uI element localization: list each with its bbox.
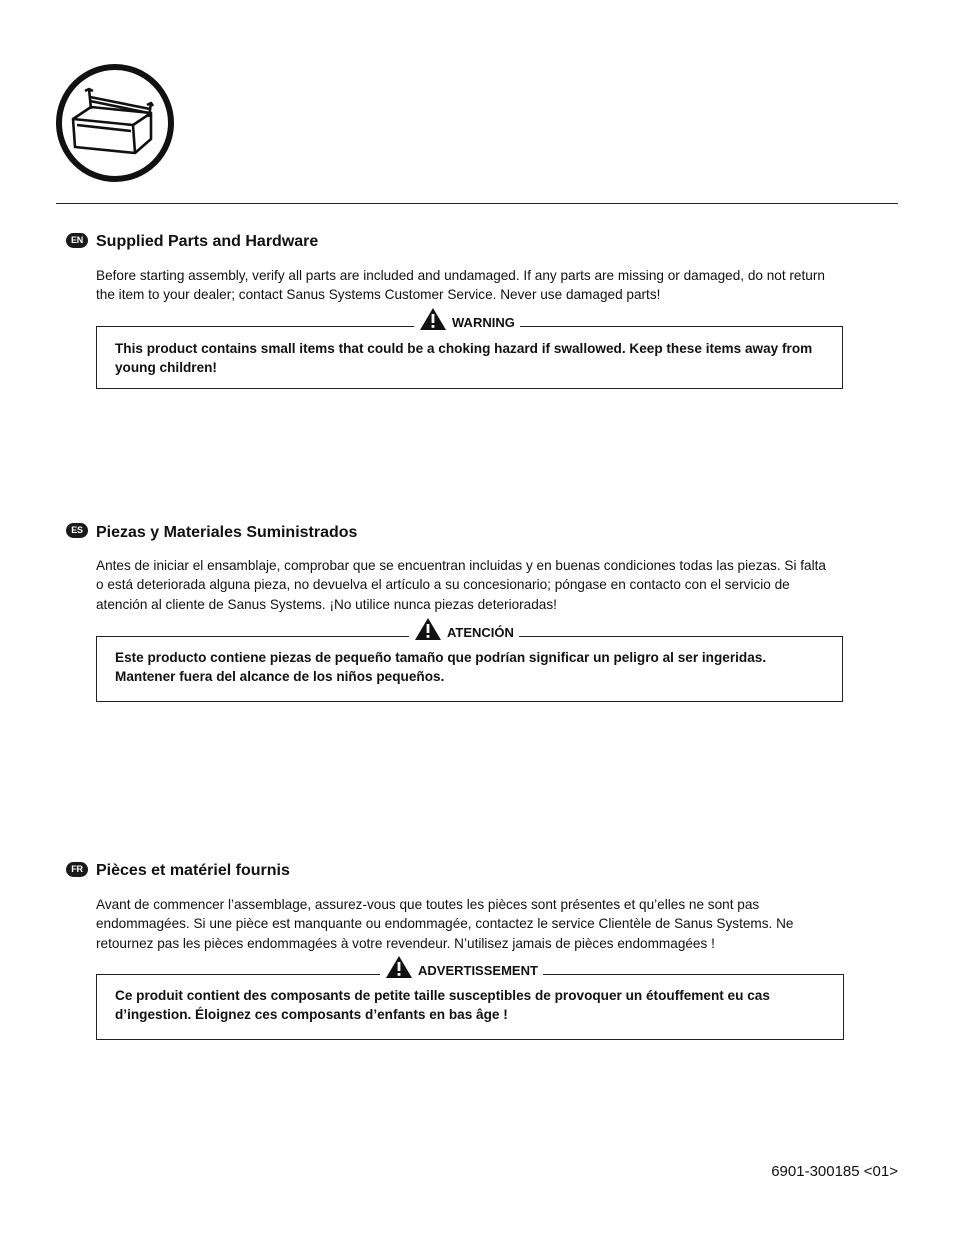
warning-label-es: ATENCIÓN [447,625,514,640]
warning-triangle-icon [414,617,442,641]
intro-text-en: Before starting assembly, verify all parts are included and undamaged. If any parts are missing or damaged, do not return the item to your dealer; contact Sanus Systems Customer Service. Never use damaged parts! [96,268,825,303]
section-title-fr: Pièces et matériel fournis [96,862,290,879]
warning-header-en [414,307,520,331]
warning-box-es [96,625,843,702]
toolbox-icon [55,63,175,183]
warning-header-fr [380,955,543,979]
warning-triangle-icon [385,955,413,979]
lang-badge-fr: FR [66,862,88,877]
warning-text-fr: Ce produit contient des composants de petite taille susceptibles de provoquer un étouffement eu cas d’ingestion. Éloignez ces composants d’enfants en bas âge ! [115,988,770,1023]
document-number: 6901-300185 <01> [771,1163,898,1180]
section-title-es: Piezas y Materiales Suministrados [96,524,358,541]
lang-badge-en: EN [66,233,88,248]
section-title-en: Supplied Parts and Hardware [96,233,319,250]
warning-label-en: WARNING [452,315,515,330]
warning-triangle-icon [419,307,447,331]
lang-badge-es: ES [66,523,88,538]
warning-header-es [409,617,519,641]
warning-text-es: Este producto contiene piezas de pequeño tamaño que podrían significar un peligro al ser ingeridas. Mantener fuera del alcance de los niños pequeños. [115,650,767,685]
intro-text-es: Antes de iniciar el ensamblaje, comprobar que se encuentran incluidas y en buenas condiciones todas las piezas. Si falta o está deteriorada alguna pieza, no devuelva el artículo a su concesionario; póngase en contacto con el servicio de atención al cliente de Sanus Systems. ¡No utilice nunca piezas deterioradas! [96,558,826,612]
warning-label-fr: ADVERTISSEMENT [418,963,538,978]
intro-text-fr: Avant de commencer l’assemblage, assurez-vous que toutes les pièces sont présentes et qu’elles ne sont pas endommagées. Si une pièce est manquante ou endommagée, contactez le service Clientèle de Sanus Systems. Ne retournez pas les pièces endommagées à votre revendeur. N’utilisez jamais de pièces endommagées ! [96,897,794,951]
warning-text-en: This product contains small items that could be a choking hazard if swallowed. Keep these items away from young children! [115,341,813,376]
warning-box-fr [96,963,844,1040]
warning-box-en [96,315,843,389]
header-divider [56,203,898,204]
